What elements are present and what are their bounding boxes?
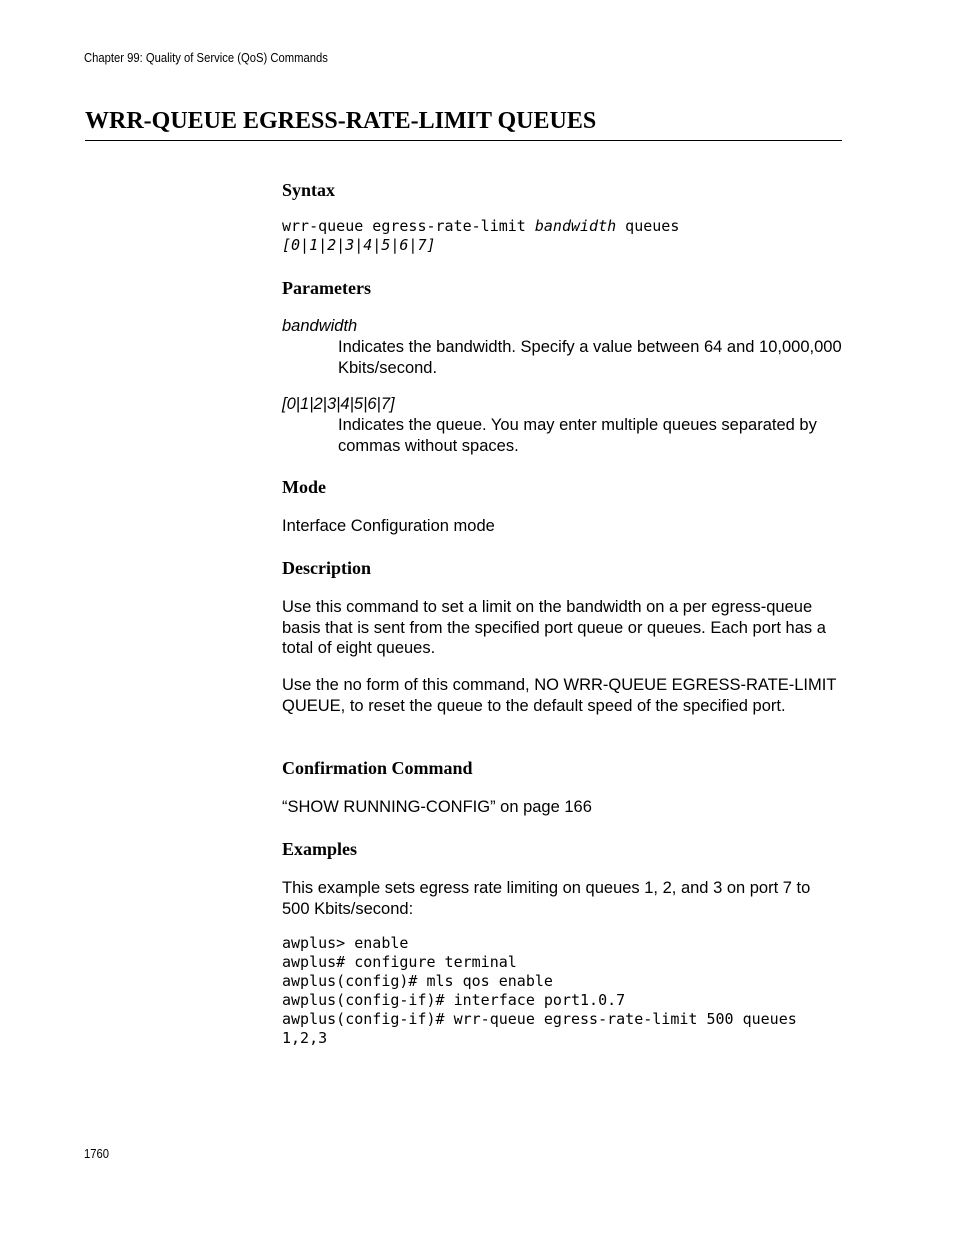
param-term-queues: [0|1|2|3|4|5|6|7] [282, 395, 395, 413]
code-line: 1,2,3 [282, 1029, 328, 1047]
syntax-block [282, 217, 679, 255]
syntax-command: wrr-queue egress-rate-limit [282, 217, 535, 235]
syntax-heading: Syntax [282, 180, 336, 200]
param-desc-bandwidth: Indicates the bandwidth. Specify a value between 64 and 10,000,000 Kbits/second. [338, 338, 842, 377]
confirmation-heading: Confirmation Command [282, 758, 473, 778]
mode-heading: Mode [282, 477, 326, 497]
example-code-block [282, 934, 797, 1048]
code-line: awplus# configure terminal [282, 953, 517, 971]
description-heading: Description [282, 558, 371, 578]
param-desc-queues: Indicates the queue. You may enter multiple queues separated by commas without spaces. [338, 416, 817, 455]
syntax-command-end: queues [616, 217, 680, 235]
title-rule [85, 140, 842, 141]
running-header: Chapter 99: Quality of Service (QoS) Commands [84, 51, 328, 65]
code-line: awplus(config-if)# interface port1.0.7 [282, 991, 626, 1009]
confirmation-link[interactable]: “SHOW RUNNING-CONFIG” on page 166 [282, 798, 592, 816]
syntax-bandwidth-param: bandwidth [534, 217, 617, 235]
parameters-heading: Parameters [282, 278, 371, 298]
page-number: 1760 [84, 1147, 110, 1161]
description-paragraph-2: Use the no form of this command, NO WRR-QUEUE EGRESS-RATE-LIMIT QUEUE, to reset the queue to the default speed of the specified port. [282, 676, 837, 715]
code-line: awplus(config-if)# wrr-queue egress-rate-limit 500 queues [282, 1010, 797, 1028]
param-term-bandwidth: bandwidth [282, 317, 358, 335]
mode-text: Interface Configuration mode [282, 517, 495, 535]
description-paragraph-1: Use this command to set a limit on the bandwidth on a per egress-queue basis that is sent from the specified port queue or queues. Each port has a total of eight queues. [282, 598, 826, 657]
examples-intro: This example sets egress rate limiting on queues 1, 2, and 3 on port 7 to 500 Kbits/second: [282, 879, 811, 918]
syntax-queue-param: [0|1|2|3|4|5|6|7] [282, 236, 436, 254]
code-line: awplus> enable [282, 934, 409, 952]
page-title: WRR-QUEUE EGRESS-RATE-LIMIT QUEUES [85, 108, 597, 134]
code-line: awplus(config)# mls qos enable [282, 972, 553, 990]
examples-heading: Examples [282, 839, 358, 859]
